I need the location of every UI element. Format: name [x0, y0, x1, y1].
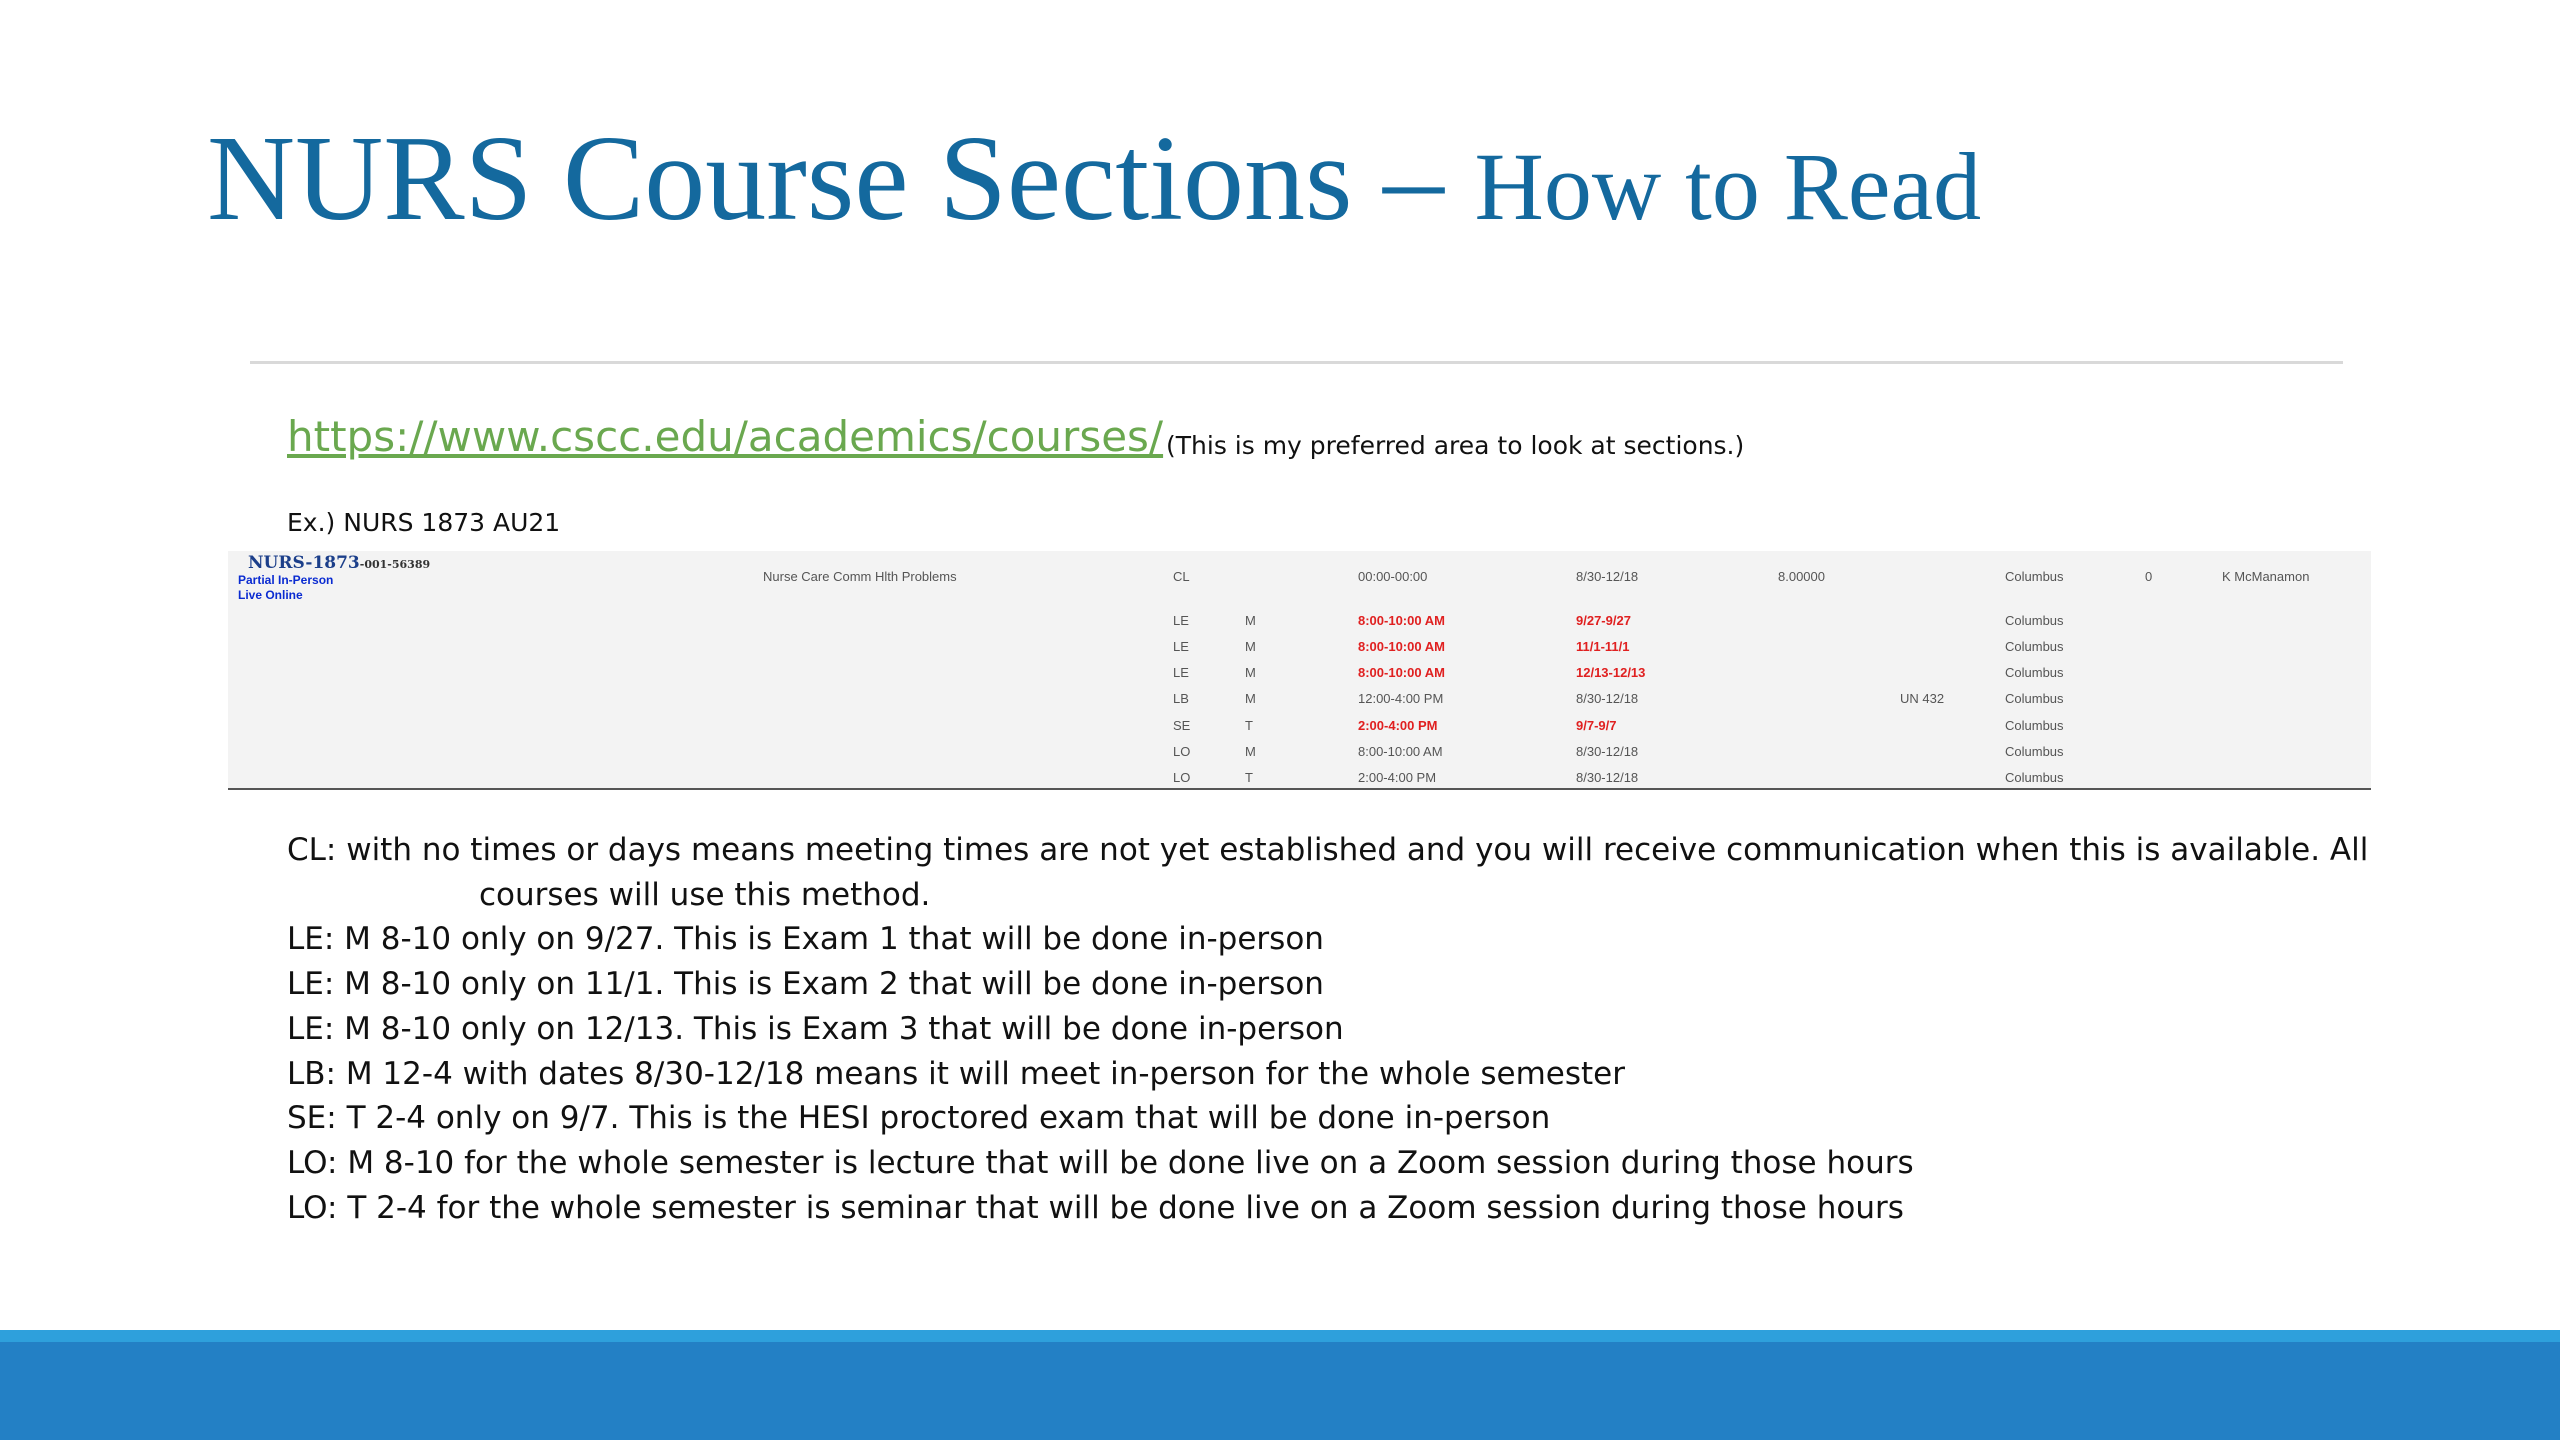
meeting-day: T	[1245, 718, 1253, 733]
example-label: Ex.) NURS 1873 AU21	[287, 508, 561, 537]
section-listing	[228, 551, 2371, 790]
meeting-dates: 8/30-12/18	[1576, 569, 1639, 584]
meeting-campus: Columbus	[2005, 569, 2064, 584]
meeting-campus: Columbus	[2005, 639, 2064, 654]
meeting-day: T	[1245, 770, 1253, 785]
title-divider	[250, 361, 2343, 364]
meeting-dates: 9/27-9/27	[1576, 613, 1631, 628]
meeting-time: 2:00-4:00 PM	[1358, 770, 1437, 785]
explanation-line: LE: M 8-10 only on 11/1. This is Exam 2 that will be done in-person	[287, 966, 1324, 1003]
section-number: -001-56389	[359, 558, 431, 571]
meeting-campus: Columbus	[2005, 770, 2064, 785]
meeting-day: M	[1245, 691, 1256, 706]
meeting-room: UN 432	[1900, 691, 1945, 706]
section-course-code: NURS-1873	[248, 553, 360, 573]
meeting-campus: Columbus	[2005, 744, 2064, 759]
explanation-line: LB: M 12-4 with dates 8/30-12/18 means it will meet in-person for the whole semester	[287, 1055, 1625, 1092]
meeting-dates: 11/1-11/1	[1576, 639, 1630, 654]
meeting-dates: 8/30-12/18	[1576, 744, 1639, 759]
footer-stripe	[0, 1330, 2560, 1342]
link-note: (This is my preferred area to look at sections.)	[1166, 431, 1745, 460]
meeting-type: LO	[1173, 770, 1191, 785]
meeting-type: LO	[1173, 744, 1191, 759]
meeting-type: LE	[1173, 613, 1189, 628]
explanation-list	[287, 828, 2368, 1230]
meeting-time: 8:00-10:00 AM	[1358, 744, 1443, 759]
meeting-day: M	[1245, 665, 1256, 680]
explanation-line: courses will use this method.	[479, 876, 931, 913]
meeting-campus: Columbus	[2005, 613, 2064, 628]
explanation-line: SE: T 2-4 only on 9/7. This is the HESI proctored exam that will be done in-person	[287, 1100, 1551, 1137]
meeting-time: 8:00-10:00 AM	[1358, 665, 1445, 680]
meeting-type: CL	[1173, 569, 1190, 584]
footer-bar	[0, 1342, 2560, 1440]
slide-title-main: NURS Course Sections	[207, 111, 1353, 246]
slide-title	[207, 111, 1982, 246]
explanation-line: LO: M 8-10 for the whole semester is lecture that will be done live on a Zoom session during those hours	[287, 1144, 1914, 1181]
slide-title-subtitle: How to Read	[1474, 133, 1982, 240]
meeting-time: 8:00-10:00 AM	[1358, 613, 1445, 628]
meeting-day: M	[1245, 613, 1256, 628]
meeting-dates: 8/30-12/18	[1576, 770, 1639, 785]
seats-available: 0	[2145, 569, 2153, 584]
courses-link[interactable]: https://www.cscc.edu/academics/courses/	[287, 412, 1164, 461]
explanation-line: CL: with no times or days means meeting times are not yet established and you will receive communication when this is available. All	[287, 832, 2369, 868]
meeting-type: LE	[1173, 639, 1189, 654]
meeting-time: 00:00-00:00	[1358, 569, 1428, 584]
explanation-line: LE: M 8-10 only on 9/27. This is Exam 1 that will be done in-person	[287, 921, 1324, 958]
instructor: K McManamon	[2222, 569, 2310, 584]
meeting-day: M	[1245, 639, 1256, 654]
course-title: Nurse Care Comm Hlth Problems	[763, 569, 957, 584]
meeting-campus: Columbus	[2005, 718, 2064, 733]
section-code[interactable]	[248, 553, 430, 573]
explanation-line: LE: M 8-10 only on 12/13. This is Exam 3 that will be done in-person	[287, 1010, 1344, 1047]
meeting-type: LB	[1173, 691, 1189, 706]
meeting-dates: 12/13-12/13	[1576, 665, 1646, 680]
meeting-day: M	[1245, 744, 1256, 759]
meeting-time: 12:00-4:00 PM	[1358, 691, 1444, 706]
meeting-campus: Columbus	[2005, 691, 2064, 706]
section-mode-partial: Partial In-Person	[238, 573, 334, 587]
meeting-time: 2:00-4:00 PM	[1358, 718, 1438, 733]
section-mode-online: Live Online	[238, 588, 303, 602]
explanation-line: LO: T 2-4 for the whole semester is seminar that will be done live on a Zoom session during those hours	[287, 1189, 1904, 1226]
credit-hours: 8.00000	[1778, 569, 1825, 584]
meeting-dates: 8/30-12/18	[1576, 691, 1639, 706]
meeting-dates: 9/7-9/7	[1576, 718, 1617, 733]
meeting-type: LE	[1173, 665, 1189, 680]
meeting-type: SE	[1173, 718, 1191, 733]
meeting-time: 8:00-10:00 AM	[1358, 639, 1445, 654]
meeting-campus: Columbus	[2005, 665, 2064, 680]
title-dash: –	[1352, 111, 1475, 246]
